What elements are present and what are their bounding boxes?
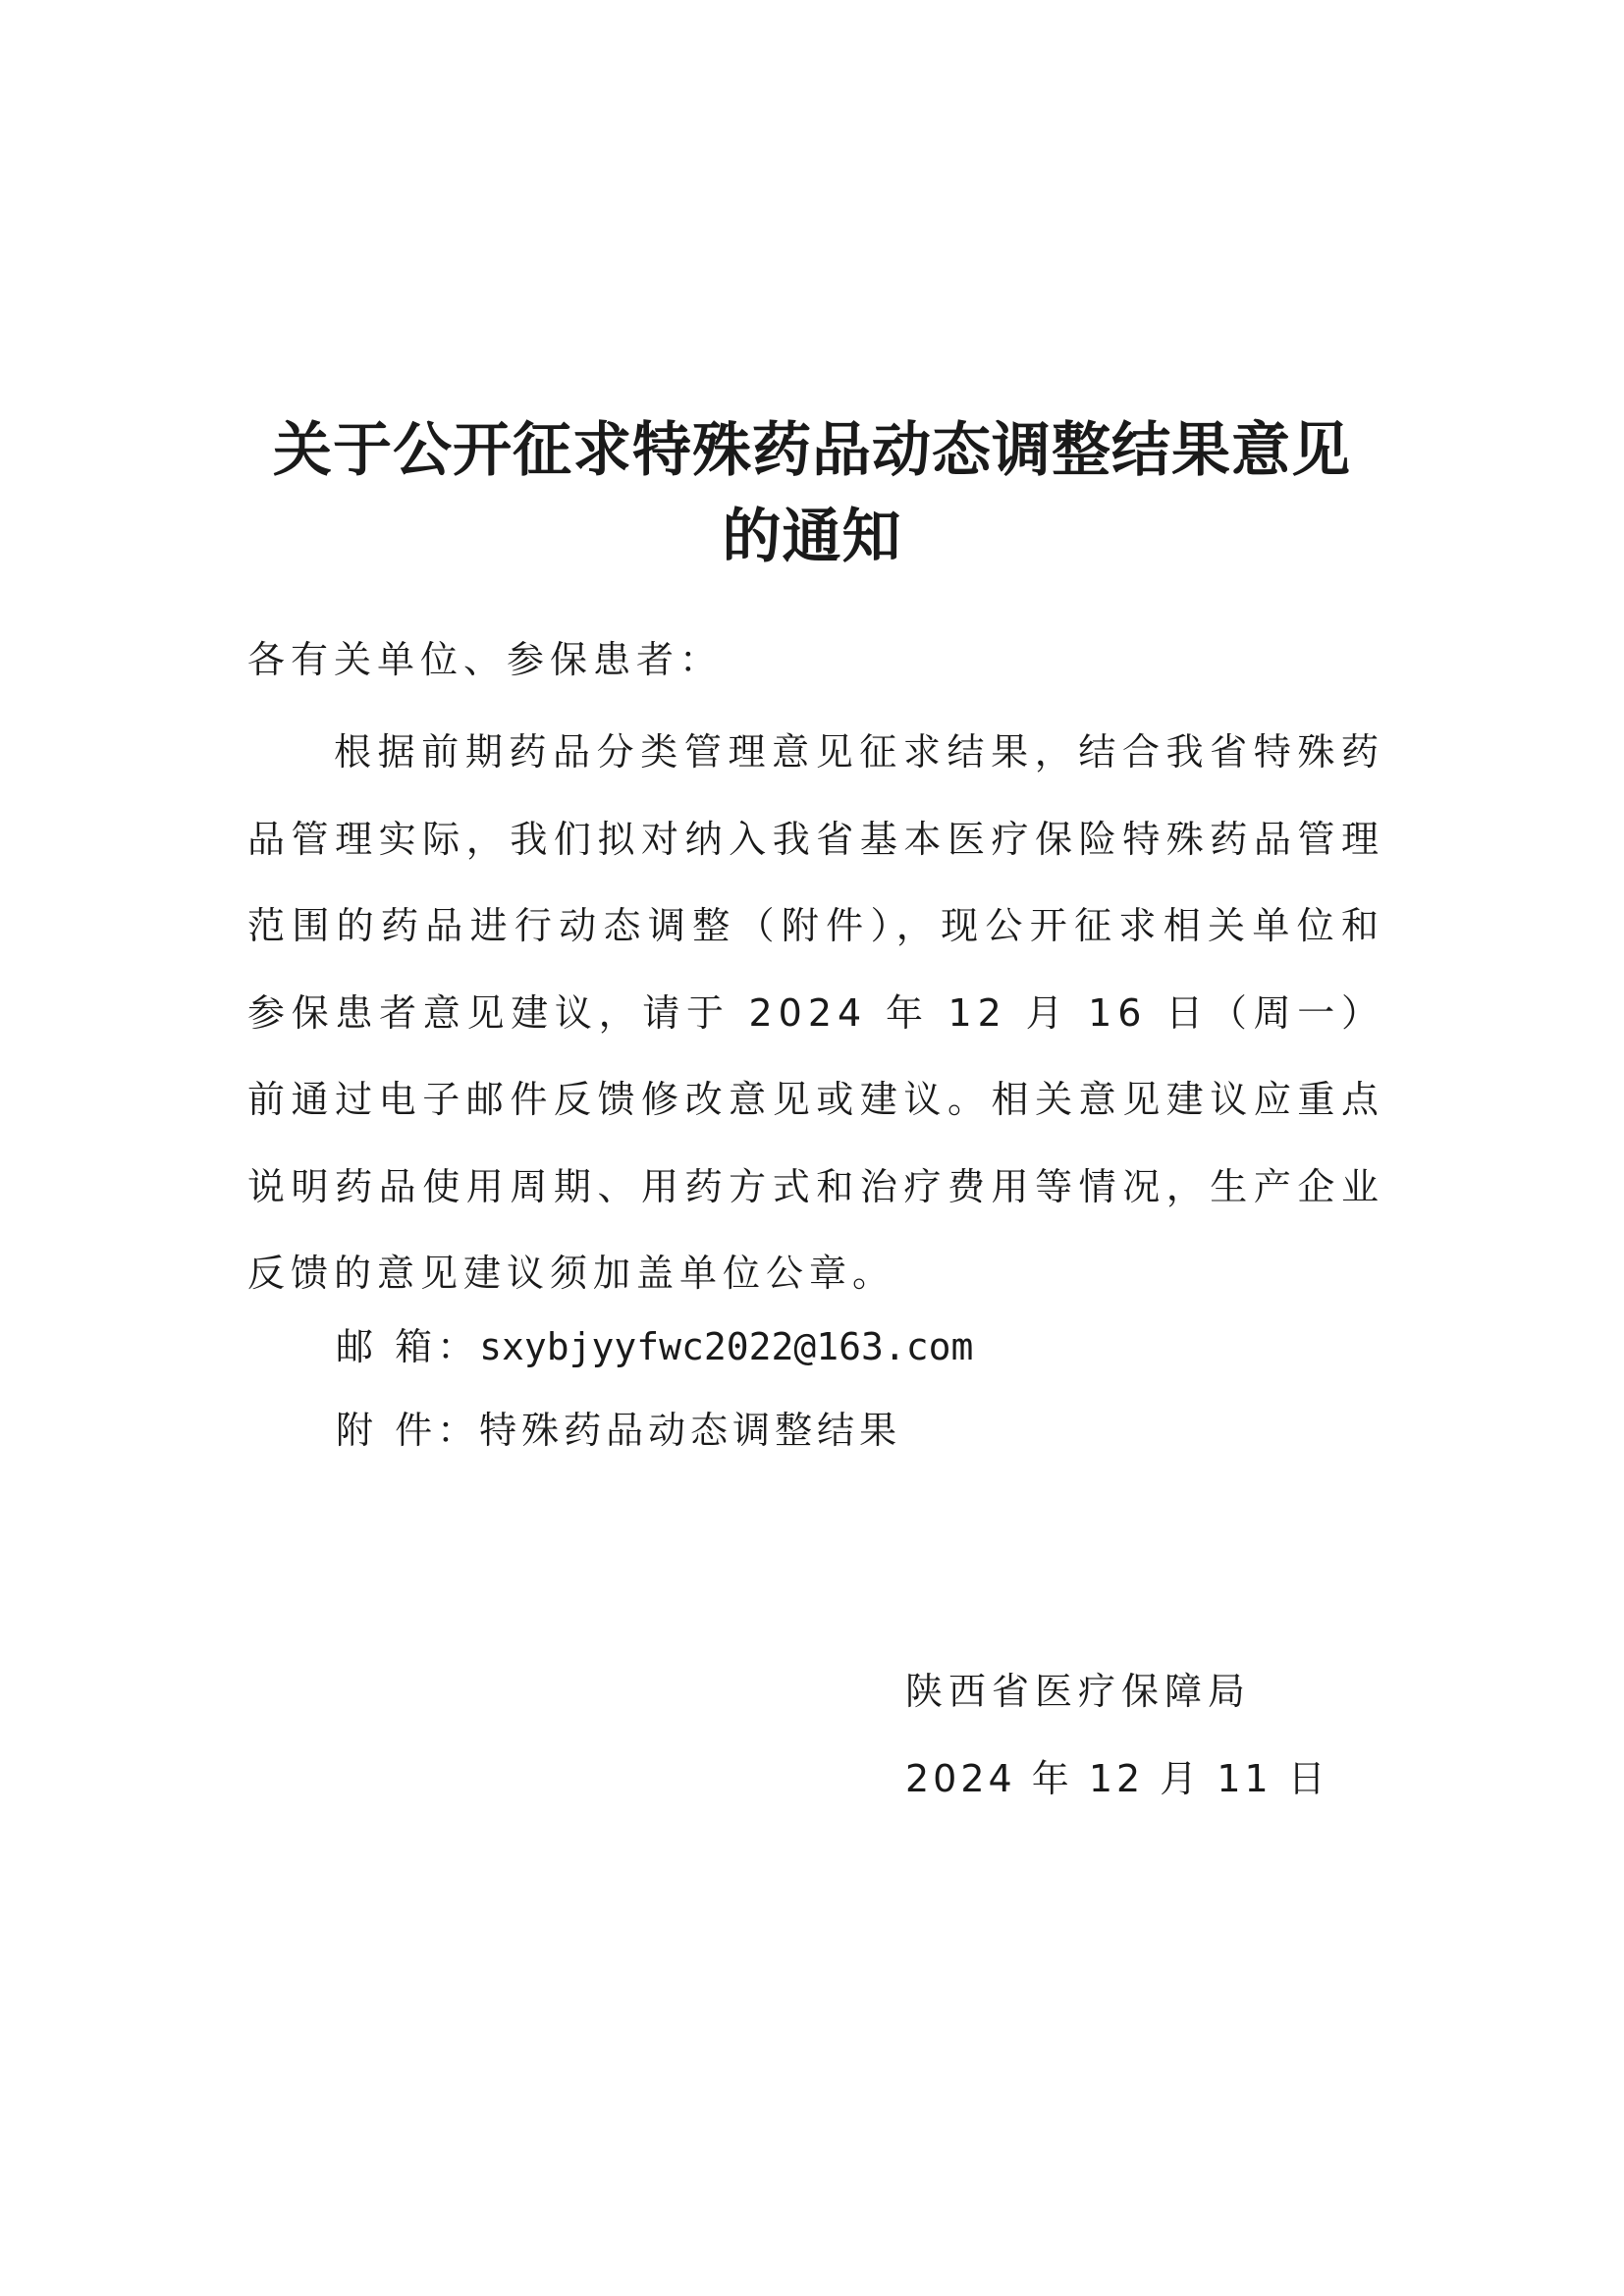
email-line bbox=[336, 1317, 973, 1376]
email-address: sxybjyyfwc2022@163.com bbox=[479, 1325, 974, 1368]
body-paragraph: 根据前期药品分类管理意见征求结果，结合我省特殊药品管理实际，我们拟对纳入我省基本医疗保险特殊药品管理范围的药品进行动态调整（附件），现公开征求相关单位和参保患者意见建议，请于 2024 年 12 月 16 日（周一）前通过电子邮件反馈修改意见或建议。相关意见建议应重点说明药品使用周期、用药方式和治疗费用等情况，生产企业反馈的意见建议须加盖单位公章。 bbox=[247, 730, 1384, 1295]
signature-organization: 陕西省医疗保障局 bbox=[905, 1670, 1252, 1713]
signature-date: 2024 年 12 月 11 日 bbox=[905, 1757, 1329, 1800]
attachment-line bbox=[336, 1401, 901, 1460]
email-label: 邮 箱： bbox=[336, 1325, 480, 1368]
title-line-1: 关于公开征求特殊药品动态调整结果意见 bbox=[273, 416, 1351, 485]
salutation: 各有关单位、参保患者： bbox=[247, 638, 724, 681]
title-line-2: 的通知 bbox=[722, 503, 902, 571]
attachment-name: 特殊药品动态调整结果 bbox=[479, 1409, 902, 1452]
attachment-label: 附 件： bbox=[336, 1409, 480, 1452]
document-title bbox=[226, 407, 1398, 580]
